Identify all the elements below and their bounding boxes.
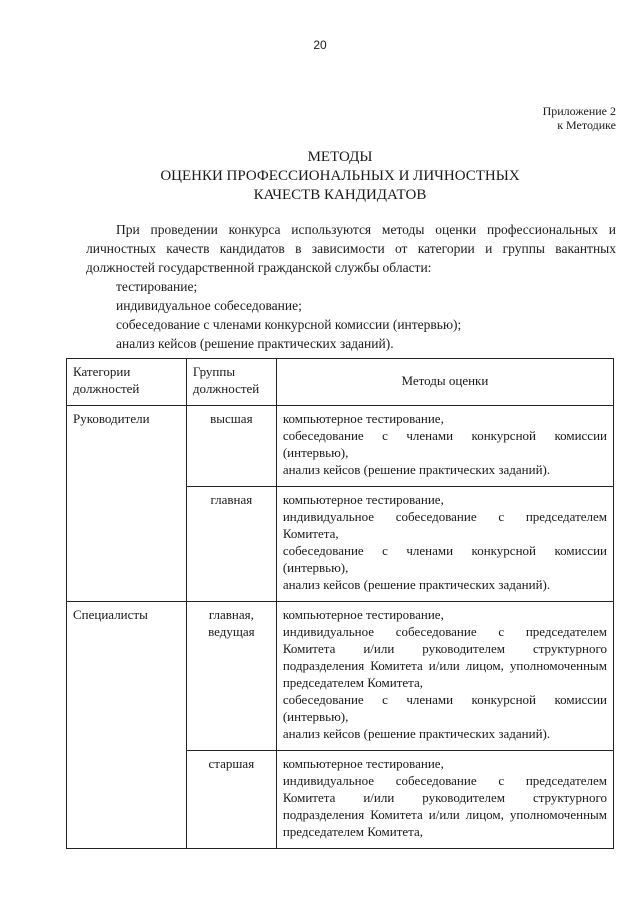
intro-paragraph: При проведении конкурса используются методы оценки профессиональных и личностных качеств кандидатов в зависимости от категории и группы вакантных должностей государственной гражданской службы области: xyxy=(86,222,616,275)
method-item: компьютерное тестирование, xyxy=(282,607,444,622)
method-item: анализ кейсов (решение практических заданий). xyxy=(282,726,551,741)
table-row xyxy=(67,406,614,487)
intro-item: анализ кейсов (решение практических заданий). xyxy=(116,336,394,351)
category-cell: Руководители xyxy=(67,406,187,602)
document-title xyxy=(40,148,640,205)
method-item: компьютерное тестирование, xyxy=(282,411,444,426)
method-item: анализ кейсов (решение практических заданий). xyxy=(282,462,551,477)
intro-item: индивидуальное собеседование; xyxy=(116,298,302,313)
method-item: компьютерное тестирование, xyxy=(282,756,444,771)
appendix-line-1: Приложение 2 xyxy=(542,104,616,118)
methods-cell xyxy=(276,751,613,849)
methods-table xyxy=(66,358,614,849)
header-methods: Методы оценки xyxy=(276,359,613,406)
title-line-2: ОЦЕНКИ ПРОФЕССИОНАЛЬНЫХ И ЛИЧНОСТНЫХ xyxy=(160,168,520,184)
table-row xyxy=(67,602,614,751)
intro-item: тестирование; xyxy=(116,279,198,294)
intro-item: собеседование с членами конкурсной комиссии (интервью); xyxy=(116,317,462,332)
method-item: собеседование с членами конкурсной комиссии (интервью), xyxy=(282,692,607,724)
method-item: собеседование с членами конкурсной комиссии (интервью), xyxy=(282,543,607,575)
method-item: индивидуальное собеседование с председателем Комитета, xyxy=(282,509,607,541)
header-group: Группы должностей xyxy=(186,359,276,406)
method-item: компьютерное тестирование, xyxy=(282,492,444,507)
method-item: анализ кейсов (решение практических заданий). xyxy=(282,577,551,592)
appendix-label xyxy=(543,104,616,132)
title-line-3: КАЧЕСТВ КАНДИДАТОВ xyxy=(253,187,427,203)
method-item: собеседование с членами конкурсной комиссии (интервью), xyxy=(282,428,607,460)
group-cell: высшая xyxy=(186,406,276,487)
appendix-line-2: к Методике xyxy=(557,118,616,132)
category-cell: Специалисты xyxy=(67,602,187,849)
title-line-1: МЕТОДЫ xyxy=(307,149,373,165)
methods-cell xyxy=(276,602,613,751)
method-item: индивидуальное собеседование с председателем Комитета и/или руководителем структурного подразделения Комитета и/или лицом, уполномоченным председателем Комитета, xyxy=(282,624,607,690)
group-cell: старшая xyxy=(186,751,276,849)
page-number: 20 xyxy=(313,38,327,52)
group-cell: главная, ведущая xyxy=(186,602,276,751)
table-header-row xyxy=(67,359,614,406)
method-item: индивидуальное собеседование с председателем Комитета и/или руководителем структурного подразделения Комитета и/или лицом, уполномоченным председателем Комитета, xyxy=(282,773,607,839)
header-category: Категории должностей xyxy=(67,359,187,406)
intro-section xyxy=(86,220,616,353)
methods-cell xyxy=(276,406,613,487)
methods-cell xyxy=(276,487,613,602)
group-cell: главная xyxy=(186,487,276,602)
